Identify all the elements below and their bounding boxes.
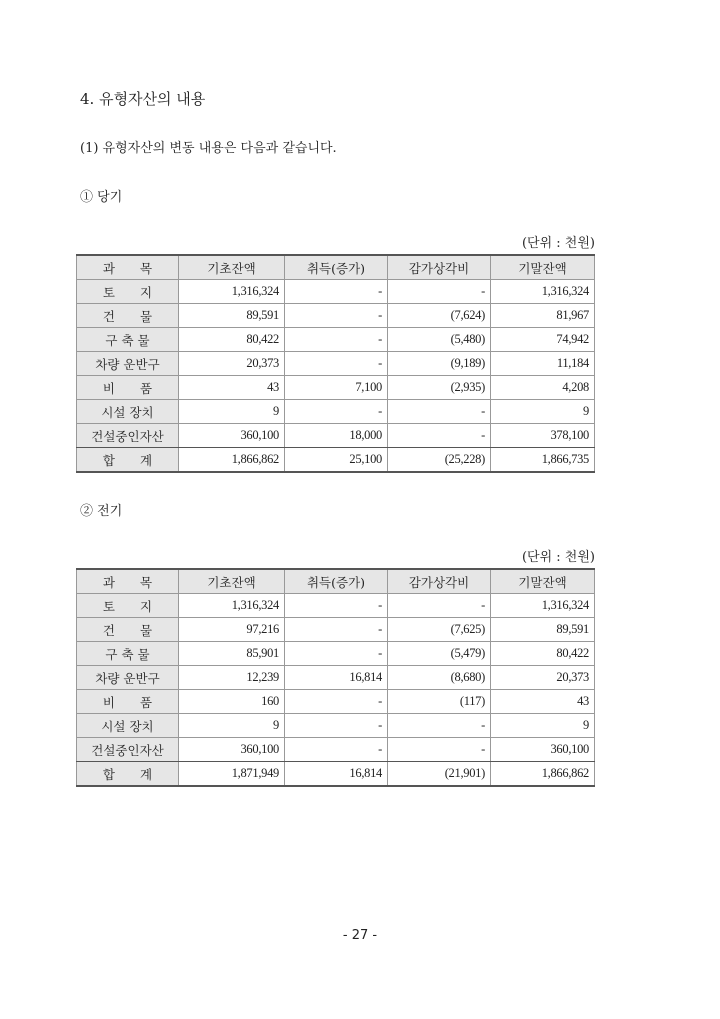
- account-cell: 건설중인자산: [77, 738, 179, 762]
- value-cell: 1,316,324: [491, 594, 595, 618]
- previous-unit-label: (단위 : 천원): [521, 550, 595, 565]
- current-period-label: ① 당기: [80, 190, 123, 205]
- value-cell: (8,680): [388, 666, 491, 690]
- value-cell: (117): [388, 690, 491, 714]
- account-cell: 차량 운반구: [77, 352, 179, 376]
- value-cell: -: [285, 304, 388, 328]
- table-row: [77, 280, 595, 304]
- account-cell: 토 지: [77, 280, 179, 304]
- header-opening-balance: 기초잔액: [179, 569, 285, 594]
- previous-period-table: [76, 568, 595, 787]
- value-cell: 81,967: [491, 304, 595, 328]
- header-acquisition: 취득(증가): [285, 569, 388, 594]
- value-cell: 18,000: [285, 424, 388, 448]
- value-cell: -: [388, 280, 491, 304]
- value-cell: 1,866,735: [491, 448, 595, 473]
- value-cell: 12,239: [179, 666, 285, 690]
- value-cell: 89,591: [491, 618, 595, 642]
- value-cell: 1,866,862: [179, 448, 285, 473]
- account-cell: 비 품: [77, 690, 179, 714]
- value-cell: 80,422: [491, 642, 595, 666]
- account-cell: 시설 장치: [77, 714, 179, 738]
- header-closing-balance: 기말잔액: [491, 569, 595, 594]
- account-cell: 건 물: [77, 618, 179, 642]
- header-acquisition: 취득(증가): [285, 255, 388, 280]
- table-row: [77, 666, 595, 690]
- value-cell: -: [388, 714, 491, 738]
- value-cell: -: [285, 738, 388, 762]
- total-row: [77, 762, 595, 787]
- value-cell: 1,316,324: [491, 280, 595, 304]
- value-cell: 43: [179, 376, 285, 400]
- value-cell: -: [285, 400, 388, 424]
- table-row: [77, 424, 595, 448]
- value-cell: 11,184: [491, 352, 595, 376]
- value-cell: 378,100: [491, 424, 595, 448]
- value-cell: 97,216: [179, 618, 285, 642]
- previous-period-label: ② 전기: [80, 504, 123, 519]
- table-row: [77, 376, 595, 400]
- account-cell: 합 계: [77, 448, 179, 473]
- current-unit-label: (단위 : 천원): [521, 236, 595, 251]
- value-cell: 4,208: [491, 376, 595, 400]
- header-closing-balance: 기말잔액: [491, 255, 595, 280]
- table-row: [77, 352, 595, 376]
- table-row: [77, 304, 595, 328]
- value-cell: -: [285, 352, 388, 376]
- value-cell: 85,901: [179, 642, 285, 666]
- table-row: [77, 714, 595, 738]
- account-cell: 시설 장치: [77, 400, 179, 424]
- header-account: 과 목: [77, 569, 179, 594]
- table-row: [77, 738, 595, 762]
- value-cell: 89,591: [179, 304, 285, 328]
- section-title: 4. 유형자산의 내용: [80, 90, 206, 108]
- value-cell: -: [285, 594, 388, 618]
- account-cell: 비 품: [77, 376, 179, 400]
- table-row: [77, 328, 595, 352]
- value-cell: -: [388, 424, 491, 448]
- subsection-heading: (1) 유형자산의 변동 내용은 다음과 같습니다.: [80, 141, 337, 156]
- value-cell: -: [388, 738, 491, 762]
- value-cell: 74,942: [491, 328, 595, 352]
- value-cell: -: [285, 690, 388, 714]
- header-opening-balance: 기초잔액: [179, 255, 285, 280]
- table-header-row: [77, 569, 595, 594]
- account-cell: 토 지: [77, 594, 179, 618]
- table-row: [77, 690, 595, 714]
- value-cell: 16,814: [285, 666, 388, 690]
- value-cell: 25,100: [285, 448, 388, 473]
- table-header-row: [77, 255, 595, 280]
- account-cell: 구 축 물: [77, 642, 179, 666]
- table-row: [77, 618, 595, 642]
- value-cell: 43: [491, 690, 595, 714]
- value-cell: (9,189): [388, 352, 491, 376]
- value-cell: -: [285, 280, 388, 304]
- account-cell: 건설중인자산: [77, 424, 179, 448]
- value-cell: (21,901): [388, 762, 491, 787]
- value-cell: 9: [179, 400, 285, 424]
- table-row: [77, 642, 595, 666]
- page-number: - 27 -: [342, 928, 378, 943]
- header-account: 과 목: [77, 255, 179, 280]
- value-cell: -: [285, 328, 388, 352]
- value-cell: -: [388, 594, 491, 618]
- value-cell: -: [285, 618, 388, 642]
- table-row: [77, 400, 595, 424]
- value-cell: (5,480): [388, 328, 491, 352]
- account-cell: 합 계: [77, 762, 179, 787]
- value-cell: -: [388, 400, 491, 424]
- value-cell: 1,866,862: [491, 762, 595, 787]
- value-cell: 9: [491, 400, 595, 424]
- table-row: [77, 594, 595, 618]
- current-period-table: [76, 254, 595, 473]
- value-cell: 9: [179, 714, 285, 738]
- value-cell: 1,316,324: [179, 280, 285, 304]
- value-cell: -: [285, 714, 388, 738]
- account-cell: 구 축 물: [77, 328, 179, 352]
- account-cell: 차량 운반구: [77, 666, 179, 690]
- value-cell: (25,228): [388, 448, 491, 473]
- header-depreciation: 감가상각비: [388, 569, 491, 594]
- value-cell: 20,373: [179, 352, 285, 376]
- value-cell: 360,100: [179, 738, 285, 762]
- total-row: [77, 448, 595, 473]
- header-depreciation: 감가상각비: [388, 255, 491, 280]
- value-cell: 16,814: [285, 762, 388, 787]
- value-cell: 7,100: [285, 376, 388, 400]
- value-cell: 9: [491, 714, 595, 738]
- value-cell: 1,871,949: [179, 762, 285, 787]
- value-cell: 360,100: [491, 738, 595, 762]
- value-cell: (2,935): [388, 376, 491, 400]
- account-cell: 건 물: [77, 304, 179, 328]
- value-cell: -: [285, 642, 388, 666]
- value-cell: (5,479): [388, 642, 491, 666]
- value-cell: 80,422: [179, 328, 285, 352]
- value-cell: 20,373: [491, 666, 595, 690]
- value-cell: (7,624): [388, 304, 491, 328]
- value-cell: (7,625): [388, 618, 491, 642]
- value-cell: 360,100: [179, 424, 285, 448]
- value-cell: 1,316,324: [179, 594, 285, 618]
- value-cell: 160: [179, 690, 285, 714]
